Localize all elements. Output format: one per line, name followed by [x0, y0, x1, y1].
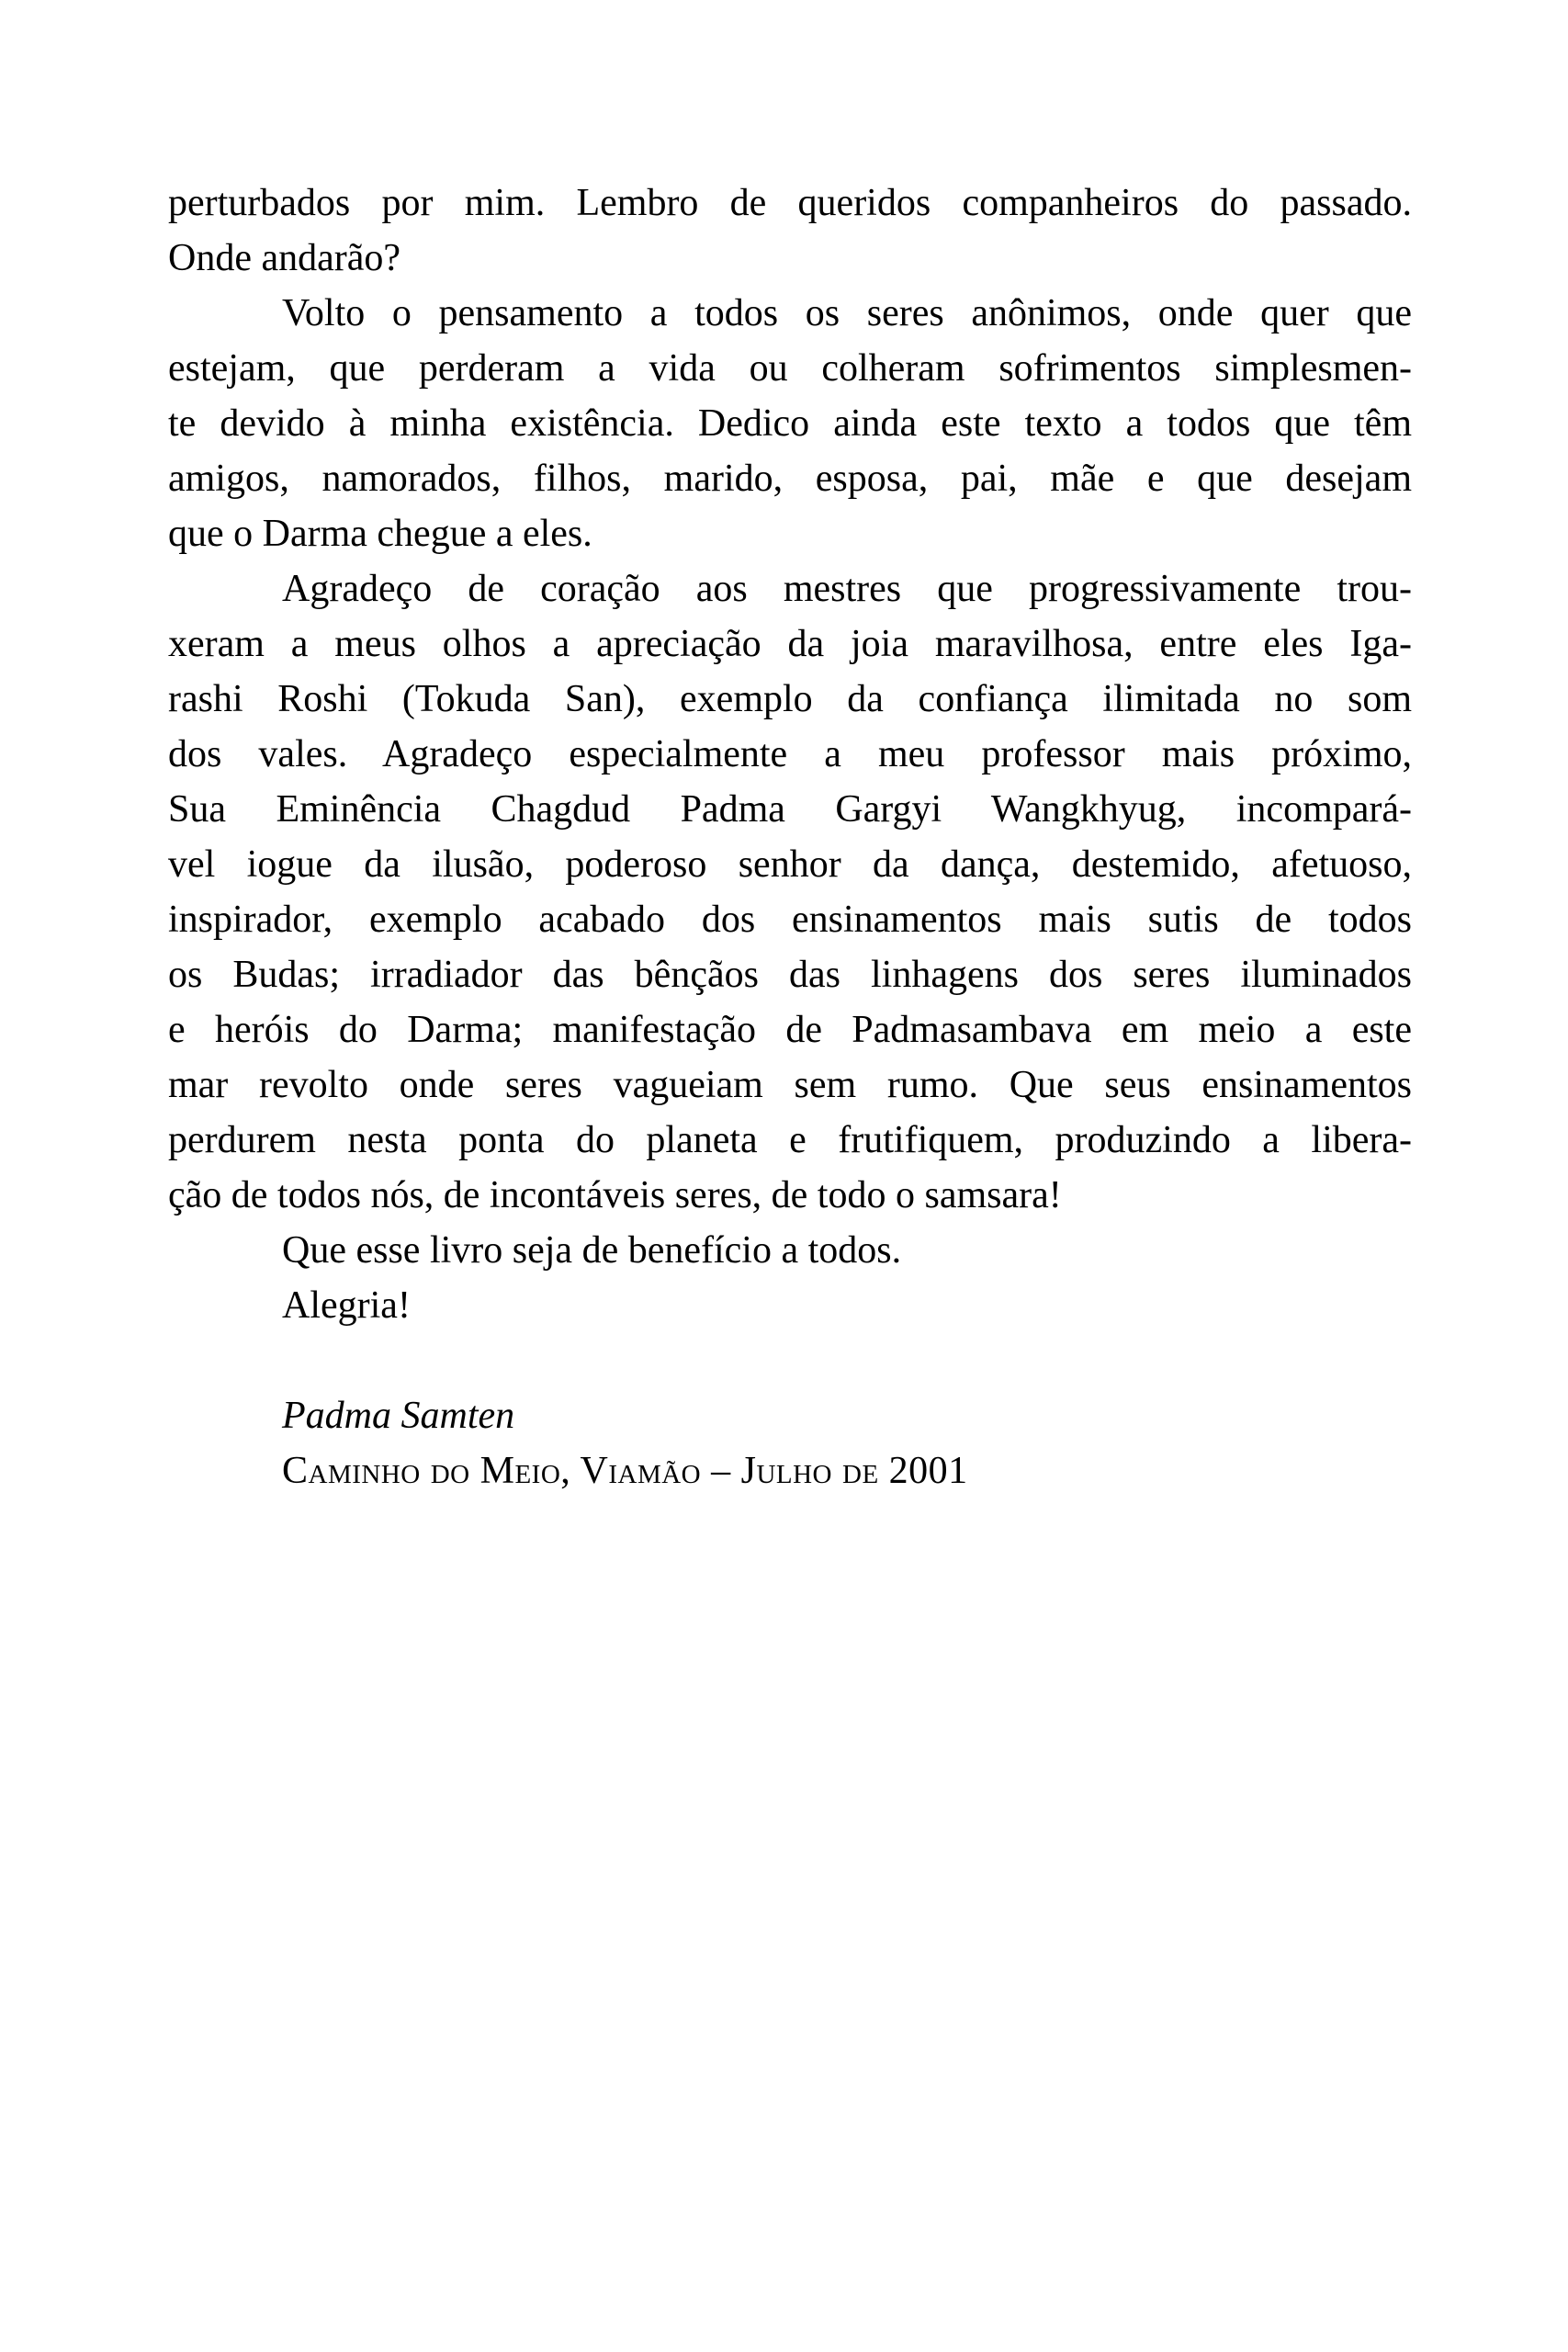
body-text-line: Sua Eminência Chagdud Padma Gargyi Wangkhyug, incompará-: [168, 788, 1412, 831]
body-text-line: vel iogue da ilusão, poderoso senhor da dança, destemido, afetuoso,: [168, 843, 1412, 886]
body-text-line: Alegria!: [282, 1284, 411, 1327]
body-text-line: e heróis do Darma; manifestação de Padmasambava em meio a este: [168, 1009, 1412, 1051]
body-text-line: Onde andarão?: [168, 237, 401, 279]
body-text-line: Volto o pensamento a todos os seres anônimos, onde quer que: [282, 292, 1412, 334]
blank-line: [168, 1333, 1412, 1388]
body-text-line: inspirador, exemplo acabado dos ensinamentos mais sutis de todos: [168, 899, 1412, 941]
body-text-line: rashi Roshi (Tokuda San), exemplo da confiança ilimitada no som: [168, 678, 1412, 720]
body-text-line: mar revolto onde seres vagueiam sem rumo. Que seus ensinamentos: [168, 1064, 1412, 1106]
body-text-line: que o Darma chegue a eles.: [168, 513, 592, 555]
body-text-line: os Budas; irradiador das bênçãos das linhagens dos seres iluminados: [168, 954, 1412, 996]
body-text-line: estejam, que perderam a vida ou colheram sofrimentos simplesmen-: [168, 347, 1412, 390]
body-text-line: Agradeço de coração aos mestres que progressivamente trou-: [282, 568, 1412, 610]
body-text-line: te devido à minha existência. Dedico ainda este texto a todos que têm: [168, 402, 1412, 445]
signature-place-date: Caminho do Meio, Viamão – Julho de 2001: [282, 1450, 968, 1492]
body-text-line: perdurem nesta ponta do planeta e frutifiquem, produzindo a libera-: [168, 1119, 1412, 1161]
body-text-line: amigos, namorados, filhos, marido, esposa, pai, mãe e que desejam: [168, 458, 1412, 500]
body-text-line: ção de todos nós, de incontáveis seres, de todo o samsara!: [168, 1174, 1062, 1216]
text-block: [168, 175, 1412, 1498]
signature-name: Padma Samten: [282, 1395, 515, 1437]
body-text-line: perturbados por mim. Lembro de queridos companheiros do passado.: [168, 182, 1412, 224]
body-text-line: dos vales. Agradeço especialmente a meu professor mais próximo,: [168, 733, 1412, 775]
body-text-line: xeram a meus olhos a apreciação da joia maravilhosa, entre eles Iga-: [168, 623, 1412, 665]
body-text-line: Que esse livro seja de benefício a todos.: [282, 1229, 902, 1272]
